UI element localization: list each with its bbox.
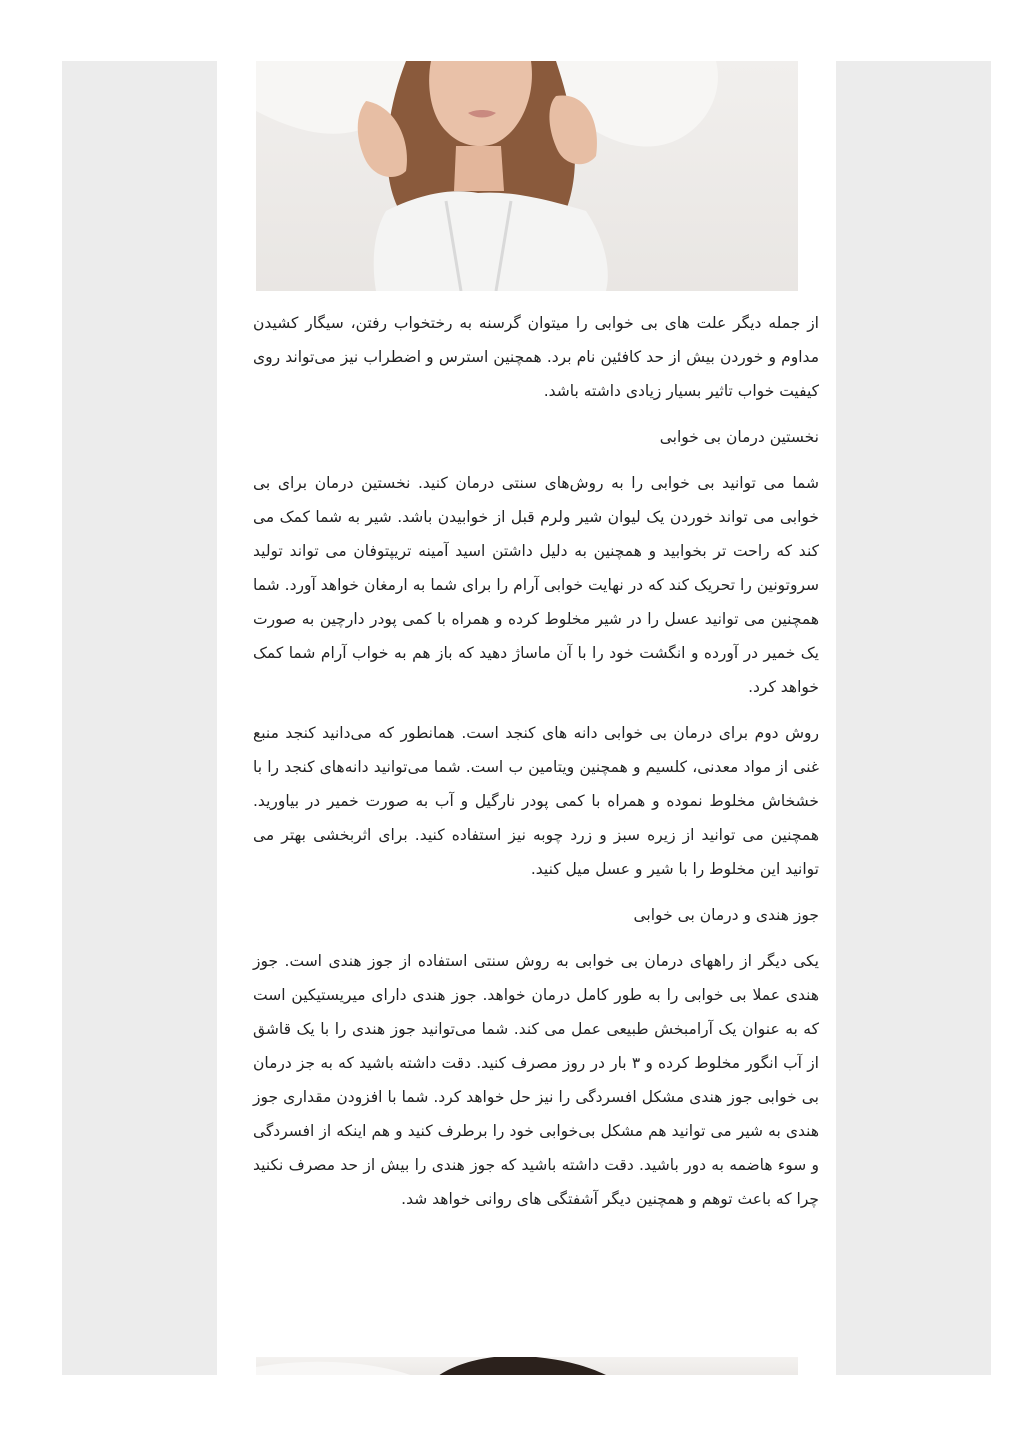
paragraph-milk-treatment: شما می توانید بی خوابی را به روش‌های سنتی درمان کنید. نخستین درمان برای بی خوابی می تواند خوردن یک لیوان شیر ولرم قبل از خوابیدن باشد. شیر به شما کمک می کند که راحت تر بخوابید و همچنین به دلیل داشتن اسید آمینه تریپتوفان می تواند تولید سروتونین را تحریک کند که در نهایت خوابی آرام را برای شما به ارمغان خواهد آورد. شما همچنین می توانید عسل را در شیر مخلوط کرده و همراه با کمی پودر دارچین به صورت یک خمیر در آورده و انگشت خود را با آن ماساژ دهید که باز هم به خواب آرام شما کمک خواهد کرد.: [253, 474, 819, 696]
left-gutter: [62, 61, 217, 1375]
second-article-photo: [256, 1357, 798, 1375]
insomnia-woman-photo: [256, 61, 798, 291]
paragraph-sesame-treatment: روش دوم برای درمان بی خوابی دانه های کنجد است. همانطور که می‌دانید کنجد منبع غنی از مواد معدنی، کلسیم و همچنین ویتامین ب است. شما می‌توانید دانه‌های کنجد را با خشخاش مخلوط نموده و همراه با کمی پودر نارگیل و آب به صورت خمیر در بیاورید. همچنین می توانید از زیره سبز و زرد چوبه نیز استفاده کنید. برای اثربخشی بهتر می توانید این مخلوط را با شیر و عسل میل کنید.: [253, 724, 819, 878]
article-body: [253, 306, 819, 1228]
heading-first-treatment: نخستین درمان بی خوابی: [659, 428, 819, 446]
content-column: [217, 61, 836, 1375]
hair-illustration: [256, 1357, 798, 1375]
paragraph-nutmeg-treatment: یکی دیگر از راههای درمان بی خوابی به روش سنتی استفاده از جوز هندی است. جوز هندی عملا بی خوابی را به طور کامل درمان خواهد. جوز هندی دارای میریستیکین است که به عنوان یک آرامبخش طبیعی عمل می کند. شما می‌توانید جوز هندی را با یک قاشق از آب انگور مخلوط کرده و ۳ بار در روز مصرف کنید. دقت داشته باشید که به جز درمان بی خوابی جوز هندی مشکل افسردگی را نیز حل خواهد کرد. شما با افزودن مقداری جوز هندی به شیر می توانید هم مشکل بی‌خوابی خود را برطرف کنید و هم اینکه از افسردگی و سوء هاضمه به دور باشید. دقت داشته باشید که جوز هندی را بیش از حد مصرف نکنید چرا که باعث توهم و همچنین دیگر آشفتگی های روانی خواهد شد.: [253, 952, 819, 1208]
heading-nutmeg-treatment: جوز هندی و درمان بی خوابی: [633, 906, 819, 924]
woman-pillow-illustration: [256, 61, 798, 291]
paragraph-insomnia-causes: از جمله دیگر علت های بی خوابی را میتوان گرسنه به رختخواب رفتن، سیگار کشیدن مداوم و خوردن بیش از حد کافئین نام برد. همچنین استرس و اضطراب نیز می‌تواند روی کیفیت خواب تاثیر بسیار زیادی داشته باشد.: [253, 314, 819, 400]
right-gutter: [836, 61, 991, 1375]
